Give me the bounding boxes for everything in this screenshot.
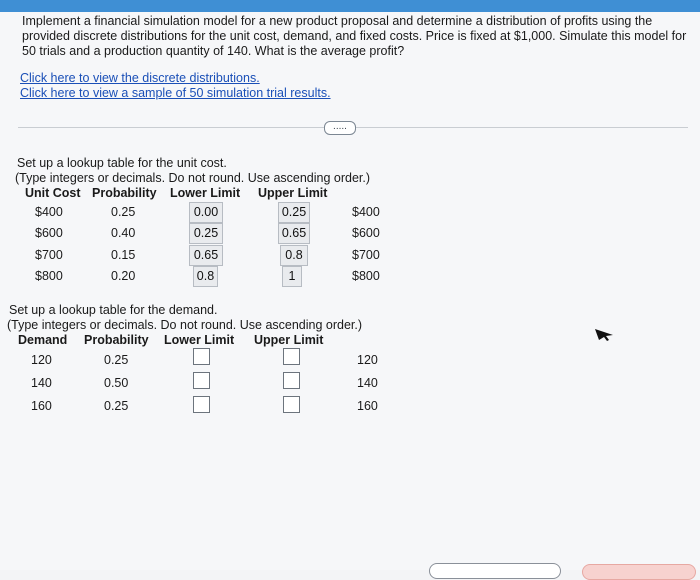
demand-probability: 0.50 [104,376,129,390]
unit-cost-probability: 0.15 [111,248,136,262]
demand-value: 140 [31,376,52,390]
demand-section-title: Set up a lookup table for the demand. [9,303,218,317]
demand-upper-limit-input[interactable] [283,348,300,365]
unit-cost-lower-limit-answer[interactable]: 0.00 [189,202,223,223]
demand-lower-limit-input[interactable] [193,348,210,365]
unit-cost-lower-limit-header: Lower Limit [170,186,241,200]
unit-cost-value: $700 [35,248,63,262]
unit-cost-upper-limit-answer[interactable]: 0.8 [280,245,308,266]
demand-upper-limit-header: Upper Limit [254,333,324,347]
unit-cost-lookup-result: $400 [352,205,380,219]
unit-cost-probability: 0.40 [111,226,136,240]
demand-lookup-result: 140 [357,376,378,390]
unit-cost-lower-limit-answer[interactable]: 0.25 [189,223,223,244]
view-simulation-results-link[interactable]: Click here to view a sample of 50 simulation trial results. [20,86,331,100]
demand-instruction: (Type integers or decimals. Do not round. Use ascending order.) [7,318,363,332]
view-distributions-link[interactable]: Click here to view the discrete distributions. [20,71,260,85]
unit-cost-lookup-result: $600 [352,226,380,240]
unit-cost-value: $800 [35,269,63,283]
unit-cost-upper-limit-answer[interactable]: 1 [282,266,302,287]
unit-cost-lookup-result: $700 [352,248,380,262]
demand-value: 160 [31,399,52,413]
demand-lookup-result: 160 [357,399,378,413]
unit-cost-probability: 0.25 [111,205,136,219]
demand-value: 120 [31,353,52,367]
demand-lower-limit-input[interactable] [193,396,210,413]
unit-cost-section-title: Set up a lookup table for the unit cost. [17,156,227,170]
unit-cost-lower-limit-answer[interactable]: 0.8 [193,266,218,287]
unit-cost-header: Unit Cost [25,186,81,200]
mouse-pointer-icon [595,329,615,341]
demand-probability: 0.25 [104,353,129,367]
demand-probability-header: Probability [84,333,149,347]
unit-cost-value: $600 [35,226,63,240]
unit-cost-upper-limit-answer[interactable]: 0.25 [278,202,310,223]
demand-lookup-result: 120 [357,353,378,367]
demand-probability: 0.25 [104,399,129,413]
demand-header: Demand [18,333,68,347]
demand-upper-limit-input[interactable] [283,372,300,389]
bottom-control-left[interactable] [429,563,561,579]
unit-cost-probability-header: Probability [92,186,157,200]
more-options-button[interactable]: ..... [324,121,356,135]
unit-cost-value: $400 [35,205,63,219]
demand-lower-limit-header: Lower Limit [164,333,235,347]
unit-cost-probability: 0.20 [111,269,136,283]
unit-cost-upper-limit-header: Upper Limit [258,186,328,200]
top-bar [0,0,700,12]
unit-cost-lookup-result: $800 [352,269,380,283]
question-text: Implement a financial simulation model for a new product proposal and determine a distribution of profits using the provided discrete distributions for the unit cost, demand, and fixed costs. Price is fixed at $1,000. Simulate this model for 50 trials and a production quantity of 140. What is the average profit? [22,14,687,58]
unit-cost-lower-limit-answer[interactable]: 0.65 [189,245,223,266]
bottom-control-right[interactable] [582,564,696,580]
unit-cost-instruction: (Type integers or decimals. Do not round. Use ascending order.) [15,171,371,185]
demand-lower-limit-input[interactable] [193,372,210,389]
unit-cost-upper-limit-answer[interactable]: 0.65 [278,223,310,244]
demand-upper-limit-input[interactable] [283,396,300,413]
